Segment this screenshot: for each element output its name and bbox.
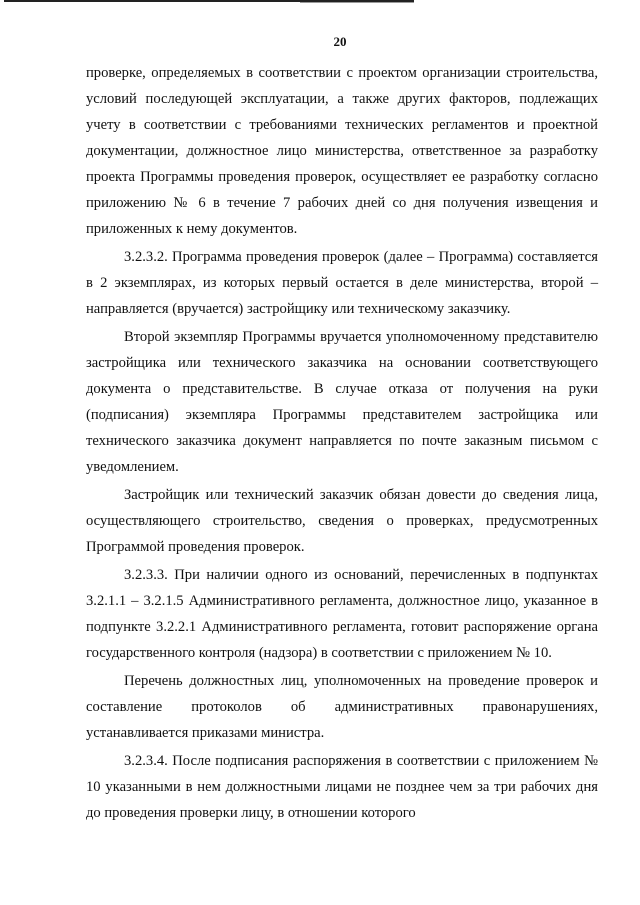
body-text [86,60,598,826]
paragraph-3-2-3-4: 3.2.3.4. После подписания распоряжения в соответствии с приложением № 10 указанными в нем должностными лицами не позднее чем за три рабочих дня до проведения проверки лицу, в отношении которого [86,753,598,821]
paragraph-officials-list: Перечень должностных лиц, уполномоченных на проведение проверок и составление протоколов об административных правонарушениях, устанавливается приказами министра. [86,673,598,741]
header-rule-faint [300,2,414,3]
paragraph-developer-duty: Застройщик или технический заказчик обязан довести до сведения лица, осуществляющего строительство, сведения о проверках, предусмотренных Программой проведения проверок. [86,487,598,555]
paragraph-continuation: проверке, определяемых в соответствии с проектом организации строительства, условий последующей эксплуатации, а также других факторов, подлежащих учету в соответствии с требованиями технических регламентов и проектной документации, должностное лицо министерства, ответственное за разработку проекта Программы проведения проверок, осуществляет ее разработку согласно приложению № 6 в течение 7 рабочих дней со дня получения извещения и приложенных к нему документов. [86,65,598,237]
paragraph-3-2-3-3: 3.2.3.3. При наличии одного из оснований, перечисленных в подпунктах 3.2.1.1 – 3.2.1.5 Административного регламента, должностное лицо, указанное в подпункте 3.2.2.1 Административного регламента, готовит распоряжение органа государственного контроля (надзора) в соответствии с приложением № 10. [86,567,598,661]
page-number: 20 [333,34,347,49]
paragraph-second-copy: Второй экземпляр Программы вручается уполномоченному представителю застройщика или технического заказчика на основании соответствующего документа о представительстве. В случае отказа от получения на руки (подписания) экземпляра Программы представителем застройщика или технического заказчика документ направляется по почте заказным письмом с уведомлением. [86,329,598,475]
paragraph-3-2-3-2: 3.2.3.2. Программа проведения проверок (далее – Программа) составляется в 2 экземплярах, из которых первый остается в деле министерства, второй – направляется (вручается) застройщику или техническому заказчику. [86,249,598,317]
